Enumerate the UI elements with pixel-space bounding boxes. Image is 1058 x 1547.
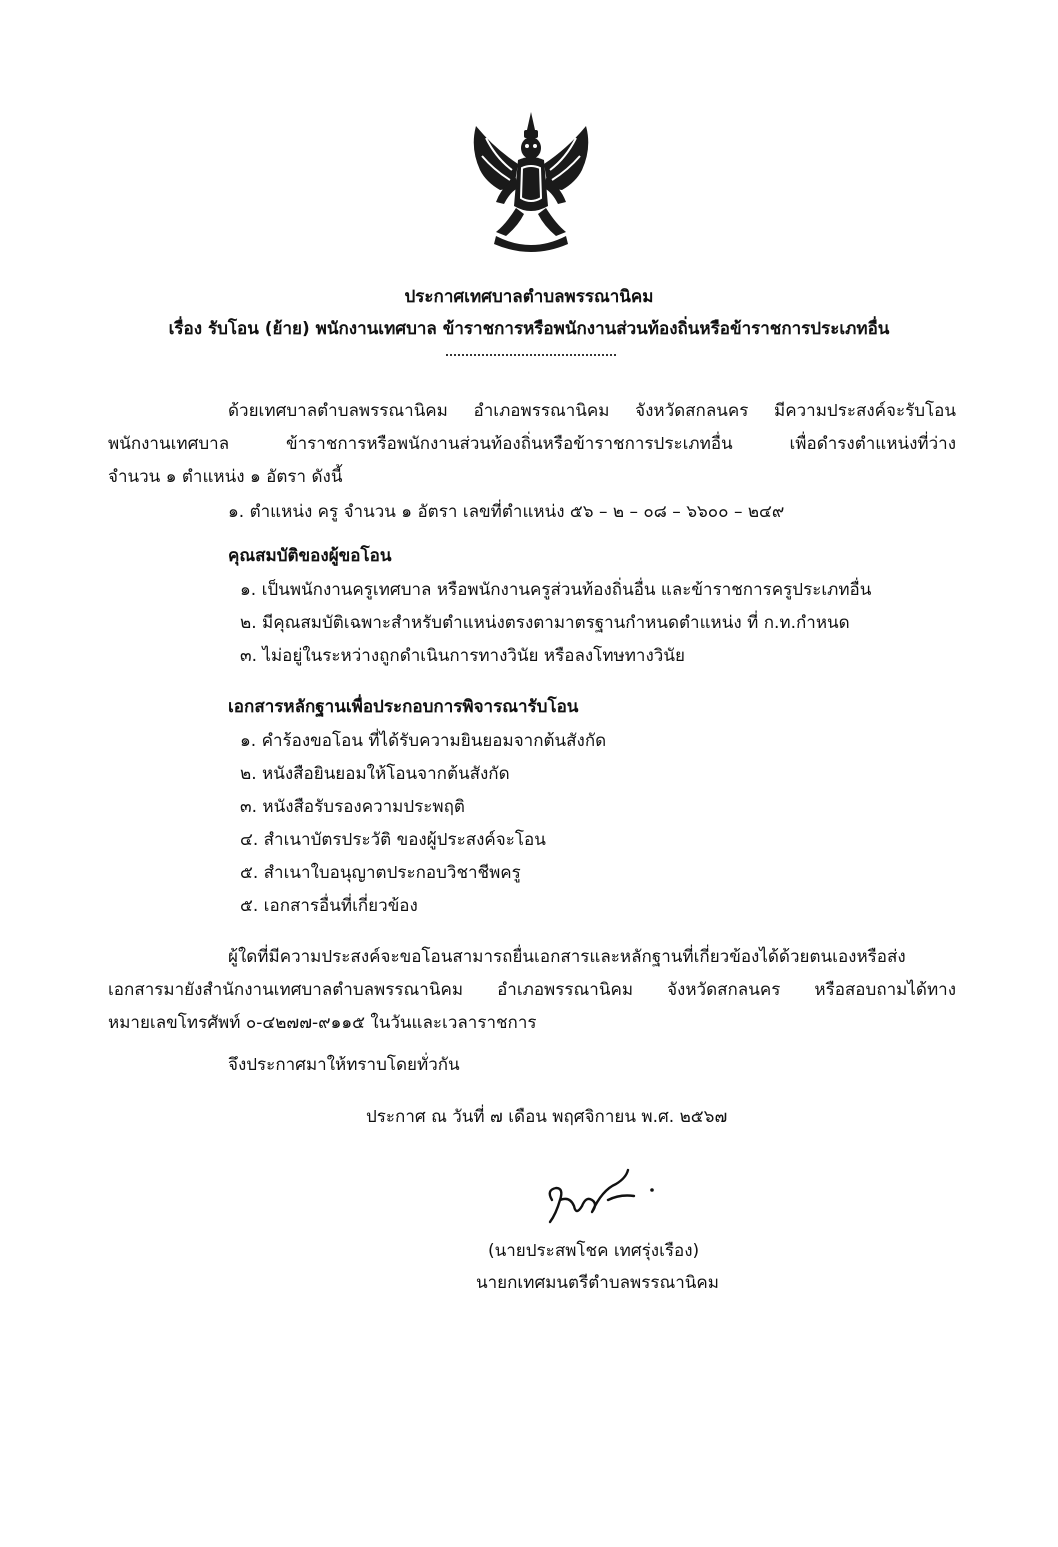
intro-line: พนักงานเทศบาล ข้าราชการหรือพนักงานส่วนท้องถิ่นหรือข้าราชการประเภทอื่น เพื่อดำรงตำแหน่งที่ว่าง [108,434,956,454]
announce-statement: จึงประกาศมาให้ทราบโดยทั่วกัน [228,1055,460,1075]
announcement-date: ประกาศ ณ วันที่ ๗ เดือน พฤศจิกายน พ.ศ. ๒๕๖๗ [366,1107,728,1127]
closing-line: ผู้ใดที่มีความประสงค์จะขอโอนสามารถยื่นเอกสารและหลักฐานที่เกี่ยวข้องได้ด้วยตนเองหรือส่ง [228,947,906,967]
documents-heading: เอกสารหลักฐานเพื่อประกอบการพิจารณารับโอน [228,697,579,717]
qualifications-heading: คุณสมบัติของผู้ขอโอน [228,546,392,566]
document-item: ๔. สำเนาบัตรประวัติ ของผู้ประสงค์จะโอน [240,830,546,850]
position-detail: ๑. ตำแหน่ง ครู จำนวน ๑ อัตรา เลขที่ตำแหน่ง ๕๖ – ๒ – ๐๘ – ๖๖๐๐ – ๒๔๙ [228,502,785,522]
garuda-emblem-icon [456,108,606,258]
closing-line: เอกสารมายังสำนักงานเทศบาลตำบลพรรณานิคม อำเภอพรรณานิคม จังหวัดสกลนคร หรือสอบถามได้ทาง [108,980,956,1000]
intro-line: ด้วยเทศบาลตำบลพรรณานิคม อำเภอพรรณานิคม จังหวัดสกลนคร มีความประสงค์จะรับโอน [228,401,956,421]
document-item: ๕. สำเนาใบอนุญาตประกอบวิชาชีพครู [240,863,521,883]
handwritten-signature [530,1160,670,1230]
document-item: ๕. เอกสารอื่นที่เกี่ยวข้อง [240,896,418,916]
qualification-item: ๑. เป็นพนักงานครูเทศบาล หรือพนักงานครูส่วนท้องถิ่นอื่น และข้าราชการครูประเภทอื่น [240,580,872,600]
document-item: ๓. หนังสือรับรองความประพฤติ [240,797,465,817]
qualification-item: ๓. ไม่อยู่ในระหว่างถูกดำเนินการทางวินัย หรือลงโทษทางวินัย [240,646,685,666]
announcement-title: ประกาศเทศบาลตำบลพรรณานิคม [404,287,654,307]
signer-title: นายกเทศมนตรีตำบลพรรณานิคม [476,1273,720,1293]
qualification-item: ๒. มีคุณสมบัติเฉพาะสำหรับตำแหน่งตรงตามาตรฐานกำหนดตำแหน่ง ที่ ก.ท.กำหนด [240,613,850,633]
signer-name: (นายประสพโชค เทศรุ่งเรือง) [488,1241,700,1261]
closing-line: หมายเลขโทรศัพท์ ๐-๔๒๗๗-๙๑๑๕ ในวันและเวลาราชการ [108,1013,537,1033]
document-item: ๑. คำร้องขอโอน ที่ได้รับความยินยอมจากต้นสังกัด [240,731,607,751]
announcement-subject: เรื่อง รับโอน (ย้าย) พนักงานเทศบาล ข้าราชการหรือพนักงานส่วนท้องถิ่นหรือข้าราชการประเภทอื่น [168,319,890,339]
intro-line: จำนวน ๑ ตำแหน่ง ๑ อัตรา ดังนี้ [108,467,343,487]
document-item: ๒. หนังสือยินยอมให้โอนจากต้นสังกัด [240,764,510,784]
title-divider [446,354,616,356]
